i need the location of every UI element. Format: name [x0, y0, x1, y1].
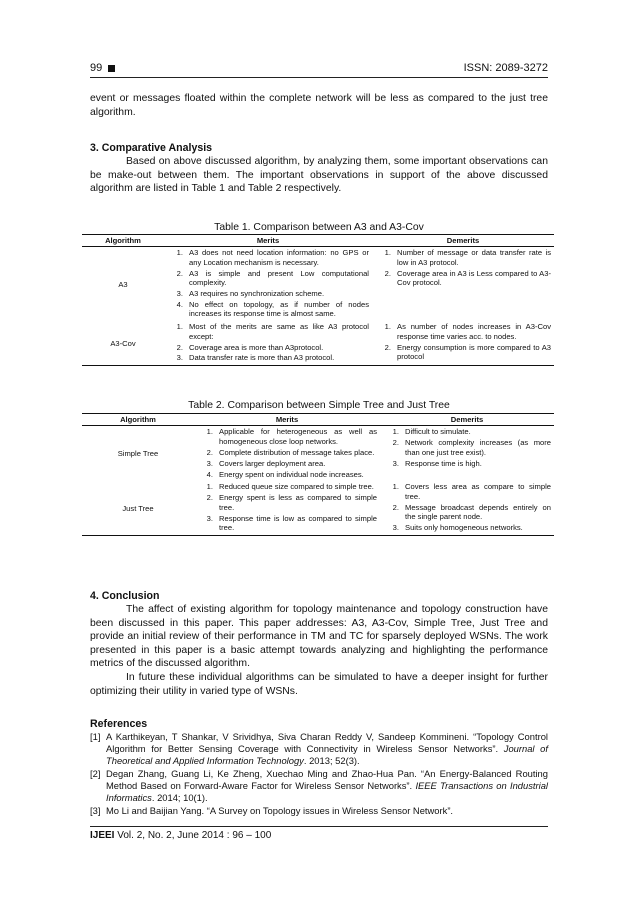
demerits-cell [372, 321, 554, 366]
table-row [82, 426, 554, 482]
list-item [197, 514, 377, 533]
column-header: Algorithm [82, 235, 164, 247]
list-text: Difficult to simulate. [405, 427, 471, 437]
list-text: Energy consumption is more compared to A3 protocol [397, 342, 551, 361]
list-text: Energy spent on individual node increases. [219, 469, 364, 479]
list-text: Complete distribution of message takes place. [219, 447, 375, 457]
list-number: 2. [384, 342, 391, 352]
merits-cell [194, 426, 380, 482]
list-text: Covers less area as compare to simple tree. [405, 482, 551, 501]
reference-number: [1] [90, 731, 101, 742]
reference-item [90, 805, 548, 817]
list-item [383, 459, 551, 468]
list-number: 4. [176, 299, 183, 309]
list-text: A3 is simple and present Low computational complexity. [189, 268, 369, 288]
merits-cell [164, 321, 372, 366]
column-header: Demerits [372, 235, 554, 247]
column-header: Merits [164, 235, 372, 247]
demerits-cell [372, 247, 554, 321]
list-number: 3. [206, 458, 213, 468]
list-number: 2. [206, 493, 213, 503]
algorithm-cell: Just Tree [82, 481, 194, 535]
list-text: Message broadcast depends entirely on the single parent node. [405, 502, 551, 522]
list-number: 2. [176, 268, 183, 278]
journal-abbrev: IJEEI [90, 830, 115, 841]
table-row [82, 481, 554, 535]
reference-number: [3] [90, 805, 101, 816]
list-number: 1. [392, 482, 399, 492]
column-header: Algorithm [82, 414, 194, 426]
reference-item [90, 731, 548, 767]
reference-volume: . 2013; 52(3). [303, 755, 360, 766]
table-row [82, 321, 554, 366]
list-text: Network complexity increases (as more than one just tree exist). [405, 438, 551, 457]
numbered-list [383, 427, 551, 468]
list-number: 2. [384, 268, 391, 278]
list-item [197, 493, 377, 512]
section-3-paragraph: Based on above discussed algorithm, by analyzing them, some important observations can be make-out between them. The important observations in support of the above discussed algorithm are listed in Table 1 and Table 2 respectively. [90, 156, 548, 195]
list-number: 1. [176, 248, 183, 258]
list-item [383, 438, 551, 457]
list-text: Energy spent is less as compared to simple tree. [219, 493, 377, 512]
list-item [197, 427, 377, 446]
numbered-list [167, 322, 369, 363]
list-item [375, 248, 551, 267]
list-item [375, 343, 551, 362]
list-text: As number of nodes increases in A3-Cov response time varies acc. to nodes. [397, 322, 551, 341]
merits-cell [164, 247, 372, 321]
list-number: 2. [392, 502, 399, 512]
section-3-title: 3. Comparative Analysis [90, 142, 213, 154]
list-number: 1. [206, 427, 213, 437]
table-row [82, 247, 554, 321]
list-text: No effect on topology, as if number of nodes increases its response time is almost same. [189, 299, 369, 319]
list-item [197, 482, 377, 491]
numbered-list [197, 427, 377, 479]
conclusion-paragraph-2: In future these individual algorithms can be simulated to have a deeper insight for further optimizing their utility in varied type of WSNs. [90, 672, 548, 697]
list-item [375, 322, 551, 341]
list-item [167, 300, 369, 319]
list-text: Response time is low as compared to simple tree. [219, 513, 377, 533]
intro-paragraph: event or messages floated within the complete network will be less as compared to the just tree algorithm. [90, 93, 548, 118]
list-item [197, 448, 377, 457]
list-item [383, 523, 551, 532]
list-text: Coverage area in A3 is Less compared to A3-Cov protocol. [397, 268, 551, 288]
table-1 [82, 234, 554, 366]
list-text: Applicable for heterogeneous as well as homogeneous close loop networks. [219, 427, 377, 446]
issn-label: ISSN: 2089-3272 [463, 62, 548, 74]
list-item [197, 459, 377, 468]
page-number: 99 [90, 62, 103, 74]
list-number: 1. [384, 322, 391, 332]
list-number: 3. [176, 353, 183, 363]
list-item [383, 427, 551, 436]
reference-number: [2] [90, 768, 101, 779]
merits-cell [194, 481, 380, 535]
list-item [167, 289, 369, 298]
list-item [167, 343, 369, 352]
numbered-list [383, 482, 551, 532]
demerits-cell [380, 481, 554, 535]
list-text: Most of the merits are same as like A3 protocol except: [189, 322, 369, 341]
references-title: References [90, 718, 148, 730]
column-header: Merits [194, 414, 380, 426]
list-number: 1. [384, 248, 391, 258]
reference-text [106, 731, 548, 767]
numbered-list [375, 322, 551, 361]
list-number: 3. [206, 513, 213, 523]
list-text: Covers larger deployment area. [219, 458, 326, 468]
list-number: 4. [206, 469, 213, 479]
reference-list [90, 731, 548, 818]
column-header: Demerits [380, 414, 554, 426]
list-item [197, 470, 377, 479]
footer-rule [90, 826, 548, 827]
list-text: Response time is high. [405, 458, 482, 468]
list-item [167, 322, 369, 341]
list-number: 2. [206, 447, 213, 457]
reference-body: Degan Zhang, Guang Li, Ke Zheng, Xuechao Ming and Zhao-Hua Pan. “An Energy-Balanced Routing Method Based on Forward-Aware Factor for Wireless Sensor Networks”. [106, 768, 548, 791]
table-2-caption: Table 2. Comparison between Simple Tree and Just Tree [188, 400, 450, 411]
list-item [167, 269, 369, 288]
reference-body: Mo Li and Baijian Yang. “A Survey on Topology issues in Wireless Sensor Network”. [106, 805, 454, 816]
list-number: 1. [176, 322, 183, 332]
list-item [383, 482, 551, 501]
list-number: 1. [392, 427, 399, 437]
list-text: Suits only homogeneous networks. [405, 523, 523, 533]
list-text: Number of message or data transfer rate is low in A3 protocol. [397, 248, 551, 267]
list-number: 2. [392, 438, 399, 448]
volume-info: Vol. 2, No. 2, June 2014 : 96 – 100 [117, 830, 272, 841]
list-item [167, 248, 369, 267]
algorithm-cell: Simple Tree [117, 449, 159, 459]
page-header [90, 58, 548, 74]
list-text: A3 does not need location information: no GPS or any Location mechanism is necessary. [189, 248, 369, 267]
list-text: Coverage area is more than A3protocol. [189, 342, 324, 352]
reference-journal: IEEE Transactions on Industrial Informatics [106, 780, 548, 803]
list-item [375, 269, 551, 288]
algorithm-cell: A3 [118, 279, 128, 289]
table-2 [82, 413, 554, 536]
table-header-row [82, 235, 554, 247]
list-number: 3. [176, 289, 183, 299]
reference-body: A Karthikeyan, T Shankar, V Srividhya, Siva Charan Reddy V, Sandeep Kommineni. “Topology Control Algorithm for Better Sensing Coverage with Connectivity in Wireless Sensor Networks”. [106, 731, 548, 754]
table-header-row [82, 414, 554, 426]
demerits-cell [380, 426, 554, 482]
reference-text [106, 805, 548, 817]
algorithm-cell: A3-Cov [82, 321, 164, 366]
numbered-list [167, 248, 369, 318]
list-text: A3 requires no synchronization scheme. [189, 289, 325, 299]
table-1-caption: Table 1. Comparison between A3 and A3-Cov [214, 222, 424, 233]
section-4-title: 4. Conclusion [90, 590, 160, 602]
list-number: 3. [392, 458, 399, 468]
square-bullet-icon [108, 65, 115, 72]
page-footer [90, 830, 271, 841]
list-number: 3. [392, 523, 399, 533]
list-item [383, 503, 551, 522]
list-item [167, 353, 369, 362]
list-text: Reduced queue size compared to simple tree. [219, 482, 374, 492]
header-rule [90, 77, 548, 78]
numbered-list [197, 482, 377, 532]
reference-item [90, 768, 548, 804]
reference-text [106, 768, 548, 804]
conclusion-paragraph-1: The affect of existing algorithm for topology maintenance and topology construction have been discussed in this paper. This paper addresses: A3, A3-Cov, Simple Tree, Just Tree and provide an initial review of their performance in TM and TC for sparsely deployed WSNs. The work presented in this paper is a basic attempt towards analyzing and highlighting the performance metrics of the discussed algorithm. [90, 604, 548, 670]
list-text: Data transfer rate is more than A3 protocol. [189, 353, 335, 363]
reference-volume: . 2014; 10(1). [151, 792, 208, 803]
list-number: 1. [206, 482, 213, 492]
numbered-list [375, 248, 551, 287]
list-number: 2. [176, 342, 183, 352]
reference-journal: Journal of Theoretical and Applied Information Technology [106, 743, 548, 766]
